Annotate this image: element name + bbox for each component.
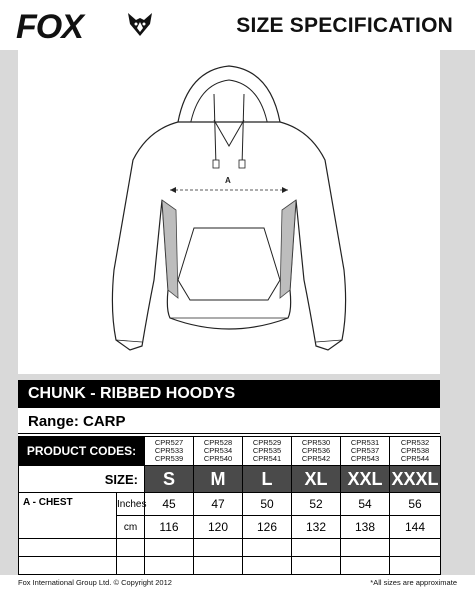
- empty-cell: [390, 539, 441, 557]
- fox-head-icon: [126, 10, 154, 38]
- brand-logo: FOX: [16, 8, 83, 46]
- value-cell: 54: [341, 493, 390, 516]
- illustration-panel: [18, 50, 440, 374]
- size-row: [19, 466, 441, 493]
- empty-cell: [19, 557, 117, 575]
- unit-label: Inches: [117, 493, 145, 516]
- empty-cell: [390, 557, 441, 575]
- value-cell: 116: [145, 516, 194, 539]
- codes-cell: CPR527 CPR533 CPR539: [145, 437, 194, 466]
- empty-cell: [19, 539, 117, 557]
- empty-row: [19, 539, 441, 557]
- product-range: Range: CARP: [18, 410, 440, 434]
- empty-cell: [117, 539, 145, 557]
- value-cell: 144: [390, 516, 441, 539]
- empty-cell: [292, 539, 341, 557]
- value-cell: 120: [194, 516, 243, 539]
- value-cell: 56: [390, 493, 441, 516]
- codes-cell: CPR528 CPR534 CPR540: [194, 437, 243, 466]
- size-note: *All sizes are approximate: [370, 578, 457, 587]
- page-title: SIZE SPECIFICATION: [236, 14, 453, 37]
- value-cell: 132: [292, 516, 341, 539]
- empty-cell: [117, 557, 145, 575]
- size-cell: S: [145, 466, 194, 493]
- unit-label: cm: [117, 516, 145, 539]
- size-table: [18, 436, 441, 575]
- empty-cell: [341, 539, 390, 557]
- empty-cell: [194, 539, 243, 557]
- value-cell: 45: [145, 493, 194, 516]
- empty-cell: [243, 539, 292, 557]
- codes-cell: CPR532 CPR538 CPR544: [390, 437, 441, 466]
- chest-label: A - CHEST: [19, 493, 117, 539]
- value-cell: 126: [243, 516, 292, 539]
- hoodie-illustration: [18, 50, 440, 374]
- chest-inches-row: [19, 493, 441, 516]
- measure-label-a: A: [225, 176, 231, 185]
- value-cell: 138: [341, 516, 390, 539]
- header: [0, 0, 475, 50]
- size-cell: XXL: [341, 466, 390, 493]
- codes-label: PRODUCT CODES:: [19, 437, 145, 466]
- empty-cell: [341, 557, 390, 575]
- size-cell: XL: [292, 466, 341, 493]
- size-table-area: [18, 380, 440, 575]
- size-cell: XXXL: [390, 466, 441, 493]
- size-cell: L: [243, 466, 292, 493]
- value-cell: 50: [243, 493, 292, 516]
- empty-cell: [243, 557, 292, 575]
- empty-row: [19, 557, 441, 575]
- codes-cell: CPR531 CPR537 CPR543: [341, 437, 390, 466]
- size-cell: M: [194, 466, 243, 493]
- empty-cell: [145, 557, 194, 575]
- size-label: SIZE:: [19, 466, 145, 493]
- value-cell: 47: [194, 493, 243, 516]
- product-title: CHUNK - RIBBED HOODYS: [18, 380, 440, 408]
- empty-cell: [292, 557, 341, 575]
- codes-cell: CPR530 CPR536 CPR542: [292, 437, 341, 466]
- copyright-text: Fox International Group Ltd. © Copyright 2012: [18, 578, 172, 587]
- codes-cell: CPR529 CPR535 CPR541: [243, 437, 292, 466]
- codes-row: [19, 437, 441, 466]
- empty-cell: [145, 539, 194, 557]
- value-cell: 52: [292, 493, 341, 516]
- empty-cell: [194, 557, 243, 575]
